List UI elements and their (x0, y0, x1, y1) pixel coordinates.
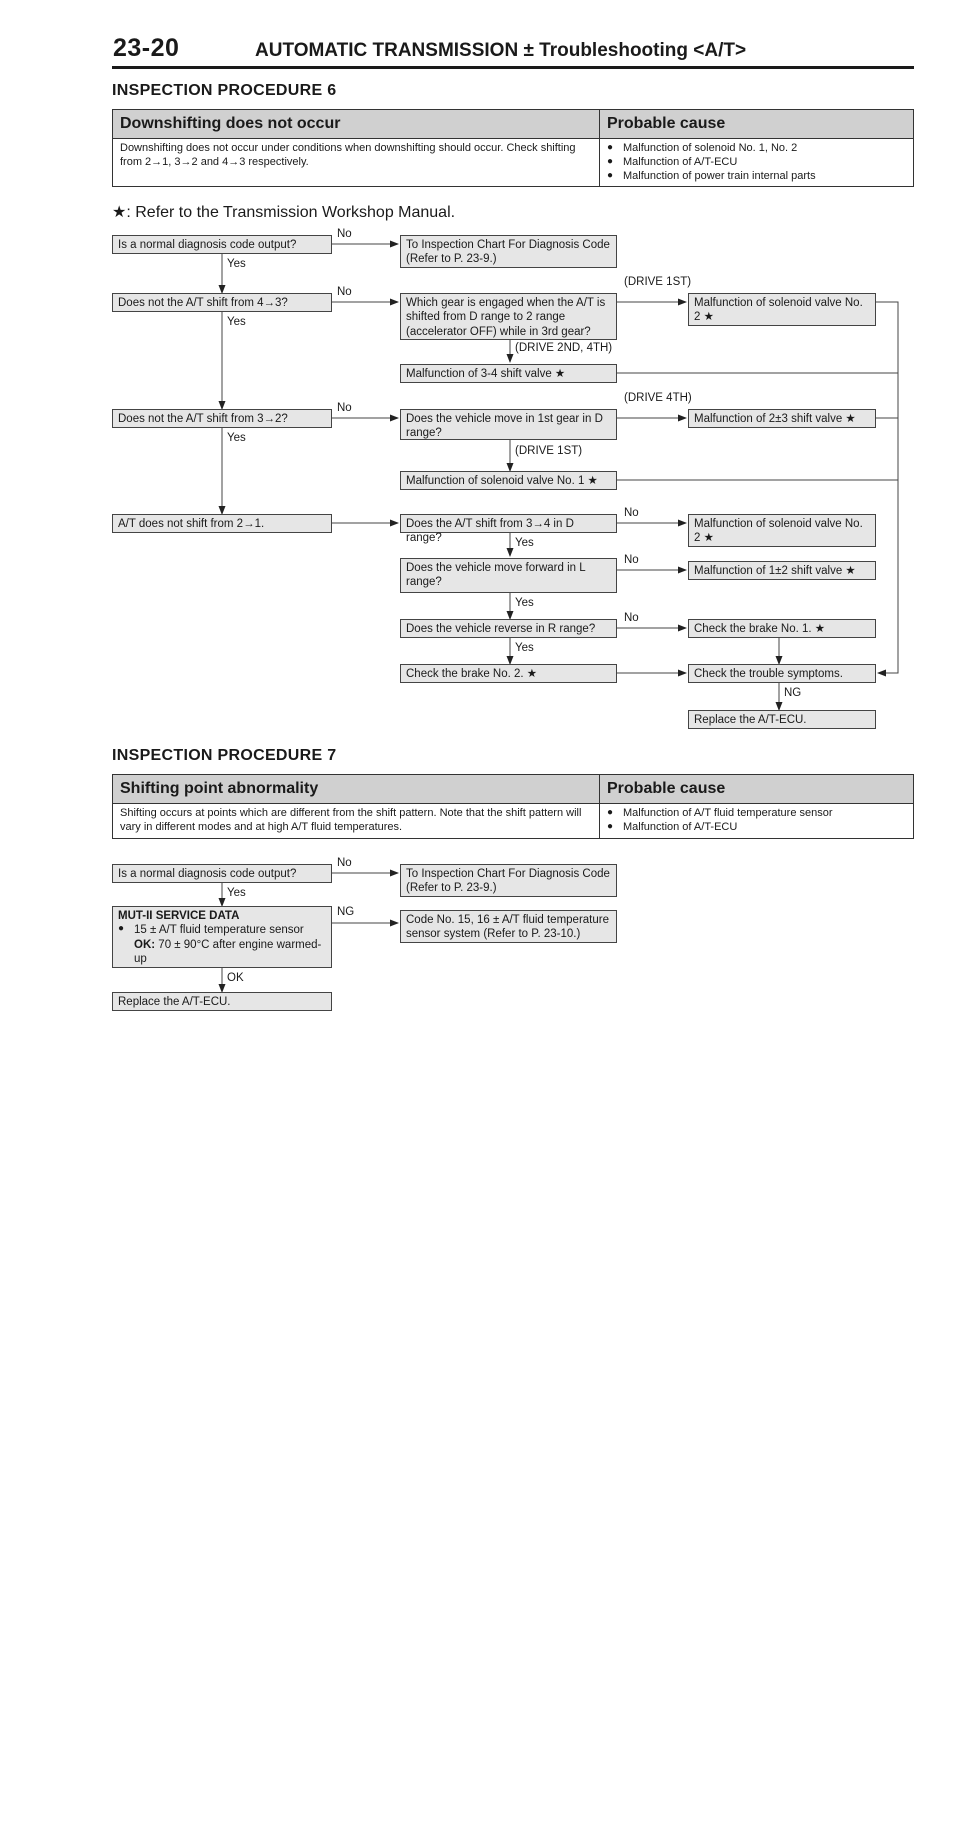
cause-item: ● Malfunction of solenoid No. 1, No. 2 (607, 142, 906, 156)
solenoid-valve-2-result-b: Malfunction of solenoid valve No. 2 ★ (688, 514, 876, 547)
label-drive-1st: (DRIVE 1ST) (624, 276, 692, 288)
cause-list (607, 807, 906, 835)
label-yes: Yes (227, 432, 246, 444)
cause-item: ● Malfunction of power train internal parts (607, 170, 906, 184)
mut-service-data (112, 906, 332, 968)
q-diagnosis-code: Is a normal diagnosis code output? (112, 235, 332, 254)
q-diagnosis-code-p7: Is a normal diagnosis code output? (112, 864, 332, 883)
to-inspection-chart: To Inspection Chart For Diagnosis Code (Refer to P. 23-9.) (400, 235, 617, 268)
page-title: AUTOMATIC TRANSMISSION ± Troubleshooting <A/T> (255, 40, 747, 61)
mut-ok-label: OK: (134, 938, 156, 951)
solenoid-valve-1-result: Malfunction of solenoid valve No. 1 ★ (400, 471, 617, 490)
label-yes: Yes (515, 537, 534, 549)
code-15-16-box: Code No. 15, 16 ± A/T fluid temperature sensor system (Refer to P. 23-10.) (400, 910, 617, 943)
label-no: No (337, 402, 352, 414)
label-ng: NG (337, 906, 355, 918)
q-move-forward-l: Does the vehicle move forward in L range? (400, 558, 617, 593)
label-drive-1st-b: (DRIVE 1ST) (515, 445, 583, 457)
mut-item: ● 15 ± A/T fluid temperature sensor (118, 923, 326, 937)
replace-ecu: Replace the A/T-ECU. (688, 710, 876, 729)
procedure6-heading: INSPECTION PROCEDURE 6 (112, 82, 337, 99)
label-yes: Yes (227, 316, 246, 328)
cause-item: ● Malfunction of A/T fluid temperature sensor (607, 807, 906, 821)
mut-title: MUT-II SERVICE DATA (118, 910, 240, 922)
procedure7-heading: INSPECTION PROCEDURE 7 (112, 747, 337, 764)
label-no: No (624, 554, 639, 566)
procedure7-table (112, 774, 914, 839)
label-yes: Yes (227, 258, 246, 270)
label-yes: Yes (227, 887, 246, 899)
label-no: No (337, 286, 352, 298)
label-no: No (337, 857, 352, 869)
label-yes: Yes (515, 597, 534, 609)
shift-valve-1-2-result: Malfunction of 1±2 shift valve ★ (688, 561, 876, 580)
q-move-1st-gear: Does the vehicle move in 1st gear in D range? (400, 409, 617, 440)
check-trouble-symptoms: Check the trouble symptoms. (688, 664, 876, 683)
q-shift-4-3: Does not the A/T shift from 4→3? (112, 293, 332, 312)
cause-item: ● Malfunction of A/T-ECU (607, 821, 906, 835)
cause-item: ● Malfunction of A/T-ECU (607, 156, 906, 170)
replace-ecu-p7: Replace the A/T-ECU. (112, 992, 332, 1011)
label-no: No (624, 507, 639, 519)
symptom-text: Downshifting does not occur under conditions when downshifting should occur. Check shifting from 2→1, 3→2 and 4→3 respectively. (113, 139, 600, 187)
mut-ok-value: 70 ± 90°C after engine warmed-up (134, 938, 322, 966)
symptom-text: Shifting occurs at points which are different from the shift pattern. Note that the shift pattern will vary in different modes and at high A/T fluid temperatures. (113, 804, 600, 839)
q-shift-3-4-d-range: Does the A/T shift from 3→4 in D range? (400, 514, 617, 533)
to-inspection-chart-p7: To Inspection Chart For Diagnosis Code (Refer to P. 23-9.) (400, 864, 617, 897)
check-brake-1: Check the brake No. 1. ★ (688, 619, 876, 638)
symptom-header: Downshifting does not occur (113, 110, 600, 139)
label-yes: Yes (515, 642, 534, 654)
q-shift-2-1: A/T does not shift from 2→1. (112, 514, 332, 533)
cause-header: Probable cause (600, 775, 914, 804)
symptom-header: Shifting point abnormality (113, 775, 600, 804)
workshop-manual-note: ★: Refer to the Transmission Workshop Manual. (112, 204, 456, 221)
label-ng: NG (784, 687, 802, 699)
label-drive-4th: (DRIVE 4TH) (624, 392, 692, 404)
cause-header: Probable cause (600, 110, 914, 139)
label-drive-2nd-4th: (DRIVE 2ND, 4TH) (515, 342, 613, 354)
label-no: No (624, 612, 639, 624)
q-which-gear: Which gear is engaged when the A/T is shifted from D range to 2 range (accelerator OFF) while in 3rd gear? (400, 293, 617, 340)
shift-valve-2-3-result: Malfunction of 2±3 shift valve ★ (688, 409, 876, 428)
shift-valve-3-4-result: Malfunction of 3-4 shift valve ★ (400, 364, 617, 383)
q-shift-3-2: Does not the A/T shift from 3→2? (112, 409, 332, 428)
page-number: 23-20 (113, 34, 180, 62)
solenoid-valve-2-result: Malfunction of solenoid valve No. 2 ★ (688, 293, 876, 326)
q-reverse-r-range: Does the vehicle reverse in R range? (400, 619, 617, 638)
label-ok: OK (227, 972, 244, 984)
check-brake-2: Check the brake No. 2. ★ (400, 664, 617, 683)
label-no: No (337, 228, 352, 240)
